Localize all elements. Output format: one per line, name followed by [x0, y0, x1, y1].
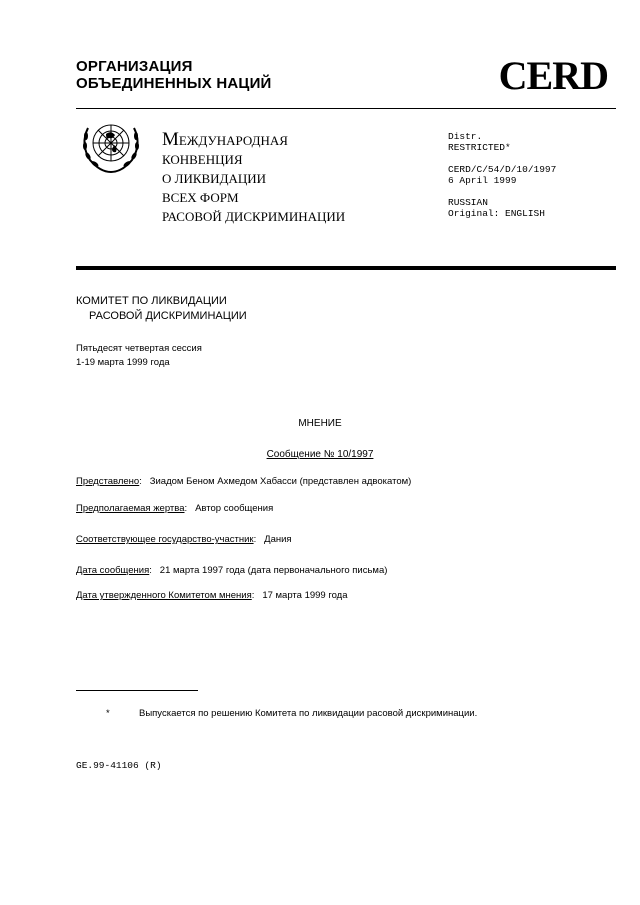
field-alleged-victim: Предполагаемая жертва: Автор сообщения — [76, 503, 274, 514]
field-state-party: Соответствующее государство-участник: Дания — [76, 534, 292, 545]
field-label: Дата утвержденного Комитетом мнения — [76, 590, 252, 601]
convention-line-2: КОНВЕНЦИЯ — [162, 152, 243, 167]
document-title: МНЕНИЕ — [298, 418, 342, 429]
footnote-separator — [76, 690, 198, 691]
session-name: Пятьдесят четвертая сессия — [76, 343, 202, 354]
document-language: RUSSIAN — [448, 197, 488, 208]
field-value: 21 марта 1997 года (дата первоначального письма) — [159, 565, 388, 576]
communication-number: Сообщение № 10/1997 — [266, 449, 374, 460]
series-title: CERD — [498, 53, 608, 98]
committee-line-2: РАСОВОЙ ДИСКРИМИНАЦИИ — [89, 310, 247, 322]
convention-line-4: ВСЕХ ФОРМ — [162, 190, 239, 205]
field-submitted-by: Представлено: Зиадом Беном Ахмедом Хабасси (представлен адвокатом) — [76, 476, 412, 487]
convention-line-5: РАСОВОЙ ДИСКРИМИНАЦИИ — [162, 209, 346, 224]
footnote-text: Выпускается по решению Комитета по ликвидации расовой дискриминации. — [139, 708, 478, 719]
original-language: Original: ENGLISH — [448, 208, 545, 219]
convention-title — [162, 130, 345, 226]
session-info — [76, 342, 202, 370]
header-divider — [76, 108, 616, 109]
field-label: Представлено — [76, 476, 140, 487]
field-adoption-date: Дата утвержденного Комитетом мнения: 17 марта 1999 года — [76, 590, 348, 601]
session-dates: 1-19 марта 1999 года — [76, 357, 170, 368]
footnote — [106, 708, 477, 719]
un-emblem-icon — [78, 118, 144, 176]
committee-name — [76, 294, 247, 324]
committee-line-1: КОМИТЕТ ПО ЛИКВИДАЦИИ — [76, 295, 227, 307]
organization-name — [76, 58, 272, 92]
field-label: Соответствующее государство-участник — [76, 534, 254, 545]
document-symbol: CERD/C/54/D/10/1997 — [448, 164, 557, 175]
document-date: 6 April 1999 — [448, 175, 517, 186]
convention-line-1: ЕЖДУНАРОДНАЯ — [178, 133, 288, 148]
org-line-2: ОБЪЕДИНЕННЫХ НАЦИЙ — [76, 75, 272, 92]
field-communication-date: Дата сообщения: 21 марта 1997 года (дата первоначального письма) — [76, 565, 388, 576]
restriction: RESTRICTED* — [448, 142, 511, 153]
field-label: Дата сообщения — [76, 565, 150, 576]
org-line-1: ОРГАНИЗАЦИЯ — [76, 58, 193, 75]
field-label: Предполагаемая жертва — [76, 503, 185, 514]
convention-line-3: О ЛИКВИДАЦИИ — [162, 171, 266, 186]
field-value: Дания — [264, 534, 292, 545]
distribution: Distr. — [448, 131, 483, 142]
footnote-mark: * — [106, 708, 110, 719]
field-value: Зиадом Беном Ахмедом Хабасси (представлен адвокатом) — [149, 476, 412, 487]
document-number: GE.99-41106 (R) — [76, 760, 162, 771]
convention-initial: М — [162, 129, 179, 150]
document-metadata — [448, 131, 556, 219]
header-bottom-rule — [76, 266, 616, 270]
field-value: Автор сообщения — [195, 503, 274, 514]
field-value: 17 марта 1999 года — [262, 590, 348, 601]
